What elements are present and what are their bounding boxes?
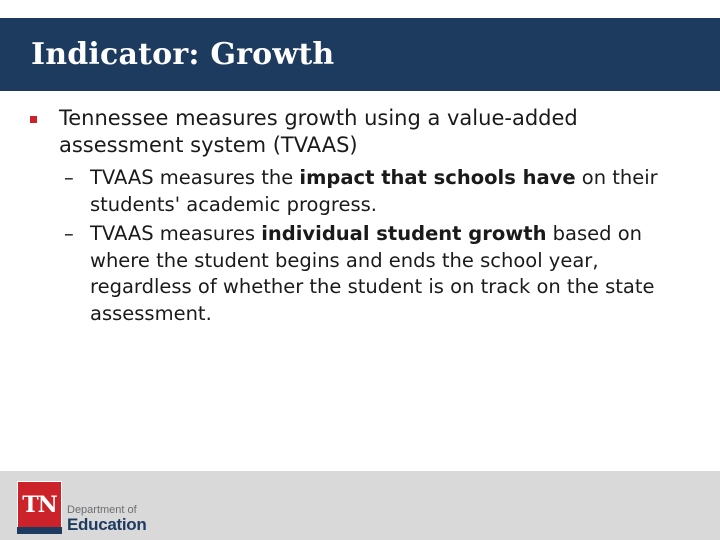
main-bullet-text: Tennessee measures growth using a value-added assessment system (TVAAS) [59,106,578,157]
dash-bullet-icon: – [64,166,74,189]
slide-title: Indicator: Growth [31,37,335,72]
square-bullet-icon [30,116,37,123]
slide-content [0,105,720,330]
sub-bullet-2-emphasis: individual student growth [261,222,547,245]
tn-logo-text: TN [22,492,57,518]
sub-bullet-1-text-post: on their students' academic progress. [90,166,658,216]
tn-logo-badge [17,481,62,529]
sub-bullet-1 [0,165,720,218]
sub-bullet-1-text-pre: TVAAS measures the [90,166,300,189]
sub-bullet-2-text-post: based on where the student begins and ends the school year, regardless of whether the student is on track on the state assessment. [90,222,655,325]
footer-bar [0,471,720,540]
sub-bullet-2 [0,221,720,327]
title-bar [0,18,720,91]
sub-bullet-1-emphasis: impact that schools have [299,166,576,189]
sub-bullet-list [0,165,720,327]
main-bullet [0,105,720,159]
tn-logo-underbar [17,527,62,534]
sub-bullet-2-text-pre: TVAAS measures [90,222,262,245]
dash-bullet-icon: – [64,222,74,245]
department-label: Department of [67,504,137,516]
education-label: Education [67,515,147,534]
